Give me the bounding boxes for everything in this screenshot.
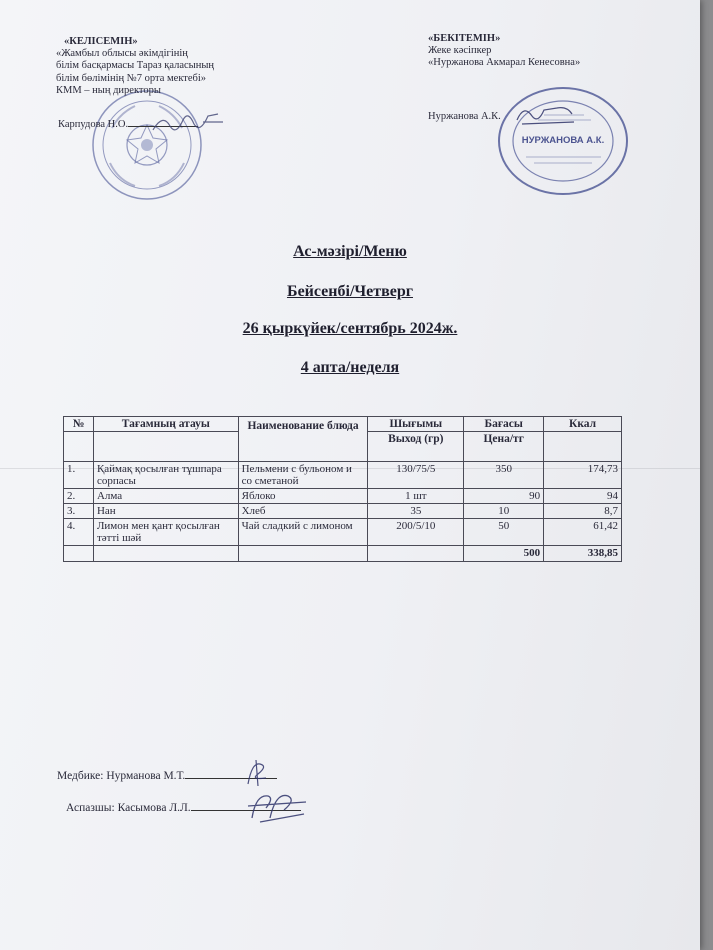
row-yield: 35 <box>368 504 464 519</box>
approval-left-signature-name: Карпудова Н.О. <box>58 119 129 130</box>
left-handwritten-signature <box>148 108 228 138</box>
row-kcal: 61,42 <box>544 519 622 546</box>
nurse-name: Медбике: Нурманова М.Т. <box>57 770 186 782</box>
row-yield: 200/5/10 <box>368 519 464 546</box>
header-price-ru: Цена/тг <box>464 432 544 462</box>
cook-handwritten-signature <box>244 788 314 824</box>
row-kcal: 174,73 <box>544 462 622 489</box>
row-price: 50 <box>464 519 544 546</box>
row-name-ru: Чай сладкий с лимоном <box>238 519 368 546</box>
header-price-kz: Бағасы <box>464 417 544 432</box>
cook-name: Аспазшы: Касымова Л.Л. <box>66 802 191 814</box>
table-row <box>64 519 622 546</box>
total-kcal: 338,85 <box>544 546 622 562</box>
row-name-ru: Пельмени с бульоном и со сметаной <box>238 462 368 489</box>
row-num: 1. <box>64 462 94 489</box>
approval-left-line: білім бөлімінің №7 орта мектебі» <box>56 72 207 84</box>
table-row <box>64 504 622 519</box>
row-num: 3. <box>64 504 94 519</box>
approval-left-line: «Жамбыл облысы әкімдігінің <box>56 48 188 60</box>
menu-table <box>63 416 622 562</box>
header-yield-ru: Выход (гр) <box>368 432 464 462</box>
nurse-handwritten-signature <box>238 758 278 788</box>
row-name-kz: Алма <box>93 489 238 504</box>
table-total-row <box>64 546 622 562</box>
day-heading: Бейсенбі/Четверг <box>286 283 413 300</box>
row-price: 350 <box>464 462 544 489</box>
approval-right <box>428 33 580 70</box>
header-yield-kz: Шығымы <box>368 417 464 432</box>
date-heading: 26 қыркүйек/сентябрь 2024ж. <box>242 320 458 337</box>
row-kcal: 94 <box>544 489 622 504</box>
row-yield: 130/75/5 <box>368 462 464 489</box>
row-name-kz: Лимон мен қант қосылған тәтті шәй <box>93 519 238 546</box>
row-name-kz: Қаймақ қосылған тұшпара сорпасы <box>93 462 238 489</box>
header-name-kz: Тағамның атауы <box>93 417 238 432</box>
stamp-center-text: НУРЖАНОВА А.К. <box>521 135 605 146</box>
approval-left-title: «КЕЛІСЕМІН» <box>64 36 138 47</box>
table-row <box>64 462 622 489</box>
approval-left-line: КММ – ның директоры <box>56 84 161 96</box>
row-kcal: 8,7 <box>544 504 622 519</box>
week-heading: 4 апта/неделя <box>300 359 400 376</box>
row-num: 4. <box>64 519 94 546</box>
row-name-ru: Хлеб <box>238 504 368 519</box>
menu-heading: Ас-мәзірі/Меню <box>293 243 407 260</box>
approval-right-line: «Нуржанова Акмарал Кенесовна» <box>428 57 581 69</box>
approval-right-title: «БЕКІТЕМІН» <box>428 33 501 44</box>
table-row <box>64 489 622 504</box>
approval-right-signatory <box>428 111 501 122</box>
row-num: 2. <box>64 489 94 504</box>
row-yield: 1 шт <box>368 489 464 504</box>
approval-left-line: білім басқармасы Тараз қаласының <box>56 60 215 72</box>
table-header-row <box>64 417 622 432</box>
approval-left <box>56 36 214 97</box>
total-price: 500 <box>464 546 544 562</box>
right-handwritten-signature <box>512 100 582 128</box>
approval-right-line: Жеке кәсіпкер <box>428 45 492 57</box>
header-kcal: Ккал <box>544 417 622 432</box>
approval-right-signature-name: Нуржанова А.К. <box>428 111 501 122</box>
header-num: № <box>64 417 94 432</box>
header-name-ru: Наименование блюда <box>238 417 368 462</box>
left-official-seal <box>90 88 205 203</box>
row-name-ru: Яблоко <box>238 489 368 504</box>
row-name-kz: Нан <box>93 504 238 519</box>
row-price: 90 <box>464 489 544 504</box>
row-price: 10 <box>464 504 544 519</box>
